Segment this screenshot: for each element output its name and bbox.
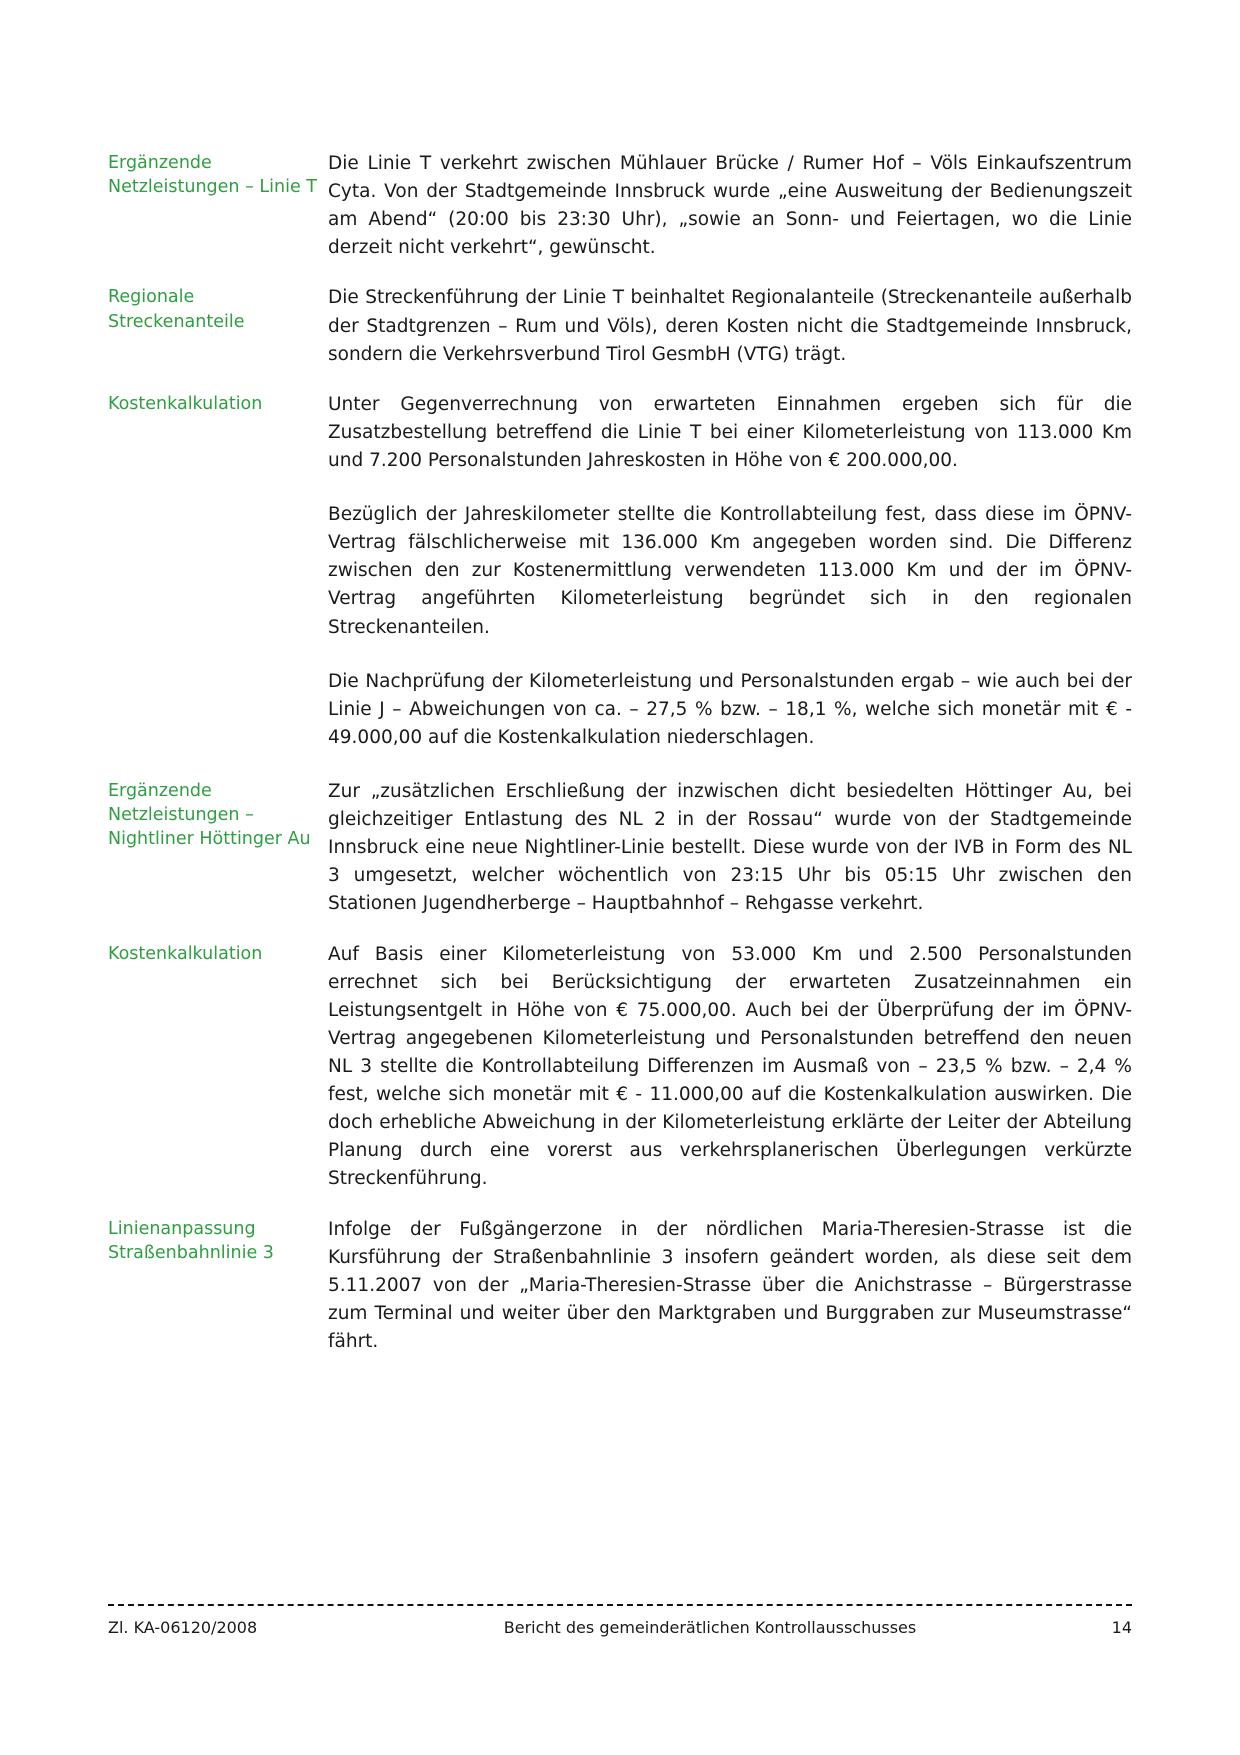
section-label-line: Regionale bbox=[108, 287, 195, 308]
paragraph: Auf Basis einer Kilometerleistung von 53.000 Km und 2.500 Personalstunden errechnet sich bei Berücksichtigung der erwarteten Zusatzeinnahmen ein Leistungsentgelt in Höhe von € 75.000,00. Auch bei der Überprüfung der im ÖPNV-Vertrag angegebenen Kilometerleistung und Personalstunden betreffend den neuen NL 3 stellte die Kontrollabteilung Differenzen im Ausmaß von – 23,5 % bzw. – 2,4 % fest, welche sich monetär mit € - 11.000,00 auf die Kostenkalkulation auswirken. Die doch erhebliche Abweichung in der Kilometerleistung erklärte der Leiter der Abteilung Planung durch eine vorerst aus verkehrsplanerischen Überlegungen verkürzte Streckenführung. bbox=[328, 943, 1132, 1190]
section-label-line: Streckenanteile bbox=[108, 311, 245, 332]
section-body bbox=[323, 391, 1132, 752]
paragraph: Die Nachprüfung der Kilometerleistung und Personalstunden ergab – wie auch bei der Linie J – Abweichungen von ca. – 27,5 % bzw. – 18,1 %, welche sich monetär mit € - 49.000,00 auf die Kostenkalkulation niederschlagen. bbox=[328, 670, 1132, 748]
paragraph: Zur „zusätzlichen Erschließung der inzwischen dicht besiedelten Höttinger Au, bei gleichzeitiger Entlastung des NL 2 in der Rossau“ wurde von der Stadtgemeinde Innsbruck eine neue Nightliner-Linie bestellt. Diese wurde von der IVB in Form des NL 3 umgesetzt, welcher wöchentlich von 23:15 Uhr bis 05:15 Uhr zwischen den Stationen Jugendherberge – Hauptbahnhof – Rehgasse verkehrt. bbox=[328, 780, 1132, 915]
page-footer bbox=[108, 1604, 1132, 1637]
paragraph: Die Linie T verkehrt zwischen Mühlauer Brücke / Rumer Hof – Völs Einkaufszentrum Cyta. Von der Stadtgemeinde Innsbruck wurde „eine Ausweitung der Bedienungszeit am Abend“ (20:00 bis 23:30 Uhr), „sowie an Sonn- und Feiertagen, wo die Linie derzeit nicht verkehrt“, gewünscht. bbox=[328, 153, 1132, 259]
section-label-line: Ergänzende bbox=[108, 153, 212, 173]
section-label-line: Linienanpassung bbox=[108, 1218, 256, 1239]
section-body bbox=[323, 150, 1132, 262]
section-label bbox=[108, 1216, 323, 1265]
section-body bbox=[323, 284, 1132, 368]
section-body bbox=[323, 1216, 1132, 1357]
footer-page-number: 14 bbox=[1111, 1618, 1132, 1637]
section-label bbox=[108, 150, 323, 199]
section-row bbox=[108, 150, 1132, 262]
paragraph: Bezüglich der Jahreskilometer stellte die Kontrollabteilung fest, dass diese im ÖPNV-Vertrag fälschlicherweise mit 136.000 Km angegeben worden sind. Die Differenz zwischen den zur Kostenermittlung verwendeten 113.000 Km und der im ÖPNV-Vertrag angeführten Kilometerleistung begründet sich in den regionalen Streckenanteilen. bbox=[328, 504, 1132, 638]
section-body bbox=[323, 778, 1132, 919]
section-row bbox=[108, 778, 1132, 919]
paragraph: Die Streckenführung der Linie T beinhaltet Regionalanteile (Streckenanteile außerhalb der Stadtgrenzen – Rum und Völs), deren Kosten nicht die Stadtgemeinde Innsbruck, sondern die Verkehrsverbund Tirol GesmbH (VTG) trägt. bbox=[328, 287, 1132, 365]
section-label bbox=[108, 941, 323, 966]
section-label bbox=[108, 778, 323, 851]
section-row bbox=[108, 1216, 1132, 1357]
paragraph: Unter Gegenverrechnung von erwarteten Einnahmen ergeben sich für die Zusatzbestellung betreffend die Linie T bei einer Kilometerleistung von 113.000 Km und 7.200 Personalstunden Jahreskosten in Höhe von € 200.000,00. bbox=[328, 393, 1132, 471]
section-row bbox=[108, 941, 1132, 1194]
footer-divider bbox=[108, 1604, 1132, 1606]
section-label-line: Straßenbahnlinie 3 bbox=[108, 1242, 274, 1263]
footer-reference: Zl. KA-06120/2008 bbox=[108, 1618, 258, 1637]
section-body bbox=[323, 941, 1132, 1194]
section-label-line: Ergänzende bbox=[108, 780, 212, 801]
section-row bbox=[108, 391, 1132, 752]
section-label-line: Kostenkalkulation bbox=[108, 943, 263, 964]
page-content bbox=[108, 150, 1132, 1356]
footer-title: Bericht des gemeinderätlichen Kontrollausschusses bbox=[503, 1618, 917, 1637]
paragraph: Infolge der Fußgängerzone in der nördlichen Maria-Theresien-Strasse ist die Kursführung der Straßenbahnlinie 3 insofern geändert worden, als diese seit dem 5.11.2007 von der „Maria-Theresien-Strasse über die Anichstrasse – Bürgerstrasse zum Terminal und weiter über den Marktgraben und Burggraben zur Museumstrasse“ fährt. bbox=[328, 1218, 1132, 1352]
section-label-line: Netzleistungen – Linie T bbox=[108, 177, 317, 198]
section-label-line: Nightliner Höttinger Au bbox=[108, 829, 311, 850]
section-row bbox=[108, 284, 1132, 368]
section-label bbox=[108, 284, 323, 333]
section-label-line: Kostenkalkulation bbox=[108, 393, 263, 414]
footer-line bbox=[108, 1618, 1132, 1637]
section-label bbox=[108, 391, 323, 416]
section-label-line: Netzleistungen – bbox=[108, 805, 254, 826]
